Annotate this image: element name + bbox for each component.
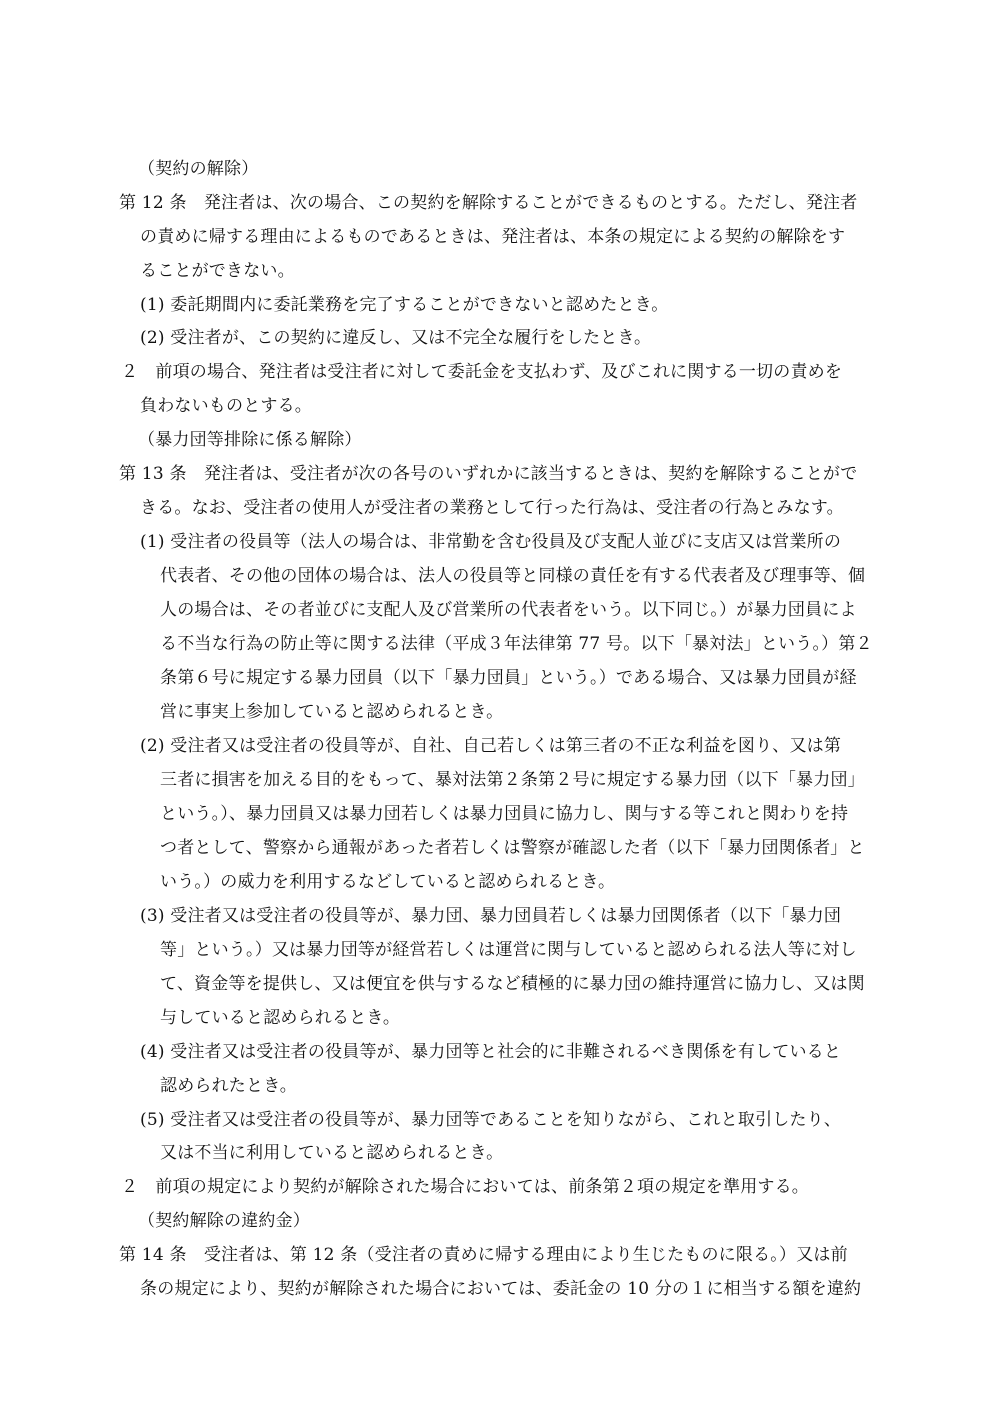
article-13-item-2: (2) 受注者又は受注者の役員等が、自社、自己若しくは第三者の不正な利益を図り、又は第: [140, 736, 842, 756]
article-12-paragraph-2: ２ 前項の場合、発注者は受注者に対して委託金を支払わず、及びこれに関する一切の責めを: [121, 362, 843, 382]
article-14-text: 条の規定により、契約が解除された場合においては、委託金の 10 分の１に相当する額を違約: [140, 1279, 862, 1299]
article-13-item-1: る不当な行為の防止等に関する法律（平成３年法律第 77 号。以下「暴対法」という。）第２: [160, 634, 873, 654]
article-13-item-3: 等」という。）又は暴力団等が経営若しくは運営に関与していると認められる法人等に対し: [160, 940, 857, 960]
article-13-item-4: (4) 受注者又は受注者の役員等が、暴力団等と社会的に非難されるべき関係を有していると: [140, 1042, 842, 1062]
article-13-item-2: 三者に損害を加える目的をもって、暴対法第２条第２号に規定する暴力団（以下「暴力団」: [160, 770, 865, 790]
article-13-item-2: つ者として、警察から通報があった者若しくは警察が確認した者（以下「暴力団関係者」と: [160, 838, 865, 858]
article-14-text: 第 14 条 受注者は、第 12 条（受注者の責めに帰する理由により生じたものに限る。）又は前: [119, 1245, 848, 1265]
article-12-item-1: (1) 委託期間内に委託業務を完了することができないと認めたとき。: [140, 295, 669, 315]
heading-contract-termination: （契約の解除）: [138, 159, 259, 179]
article-13-item-1: 代表者、その他の団体の場合は、法人の役員等と同様の責任を有する代表者及び理事等、個: [160, 566, 866, 586]
article-13-item-3: て、資金等を提供し、又は便宜を供与するなど積極的に暴力団の維持運営に協力し、又は関: [160, 974, 865, 994]
article-13-text: きる。なお、受注者の使用人が受注者の業務として行った行為は、受注者の行為とみなす。: [140, 498, 844, 518]
article-12-text: の責めに帰する理由によるものであるときは、発注者は、本条の規定による契約の解除をす: [140, 227, 846, 247]
article-12-text: ることができない。: [140, 261, 295, 281]
article-12-text: 第 12 条 発注者は、次の場合、この契約を解除することができるものとする。ただし、発注者: [119, 193, 858, 213]
article-13-item-1: 営に事実上参加していると認められるとき。: [160, 702, 504, 722]
article-13-text: 第 13 条 発注者は、受注者が次の各号のいずれかに該当するときは、契約を解除することがで: [119, 464, 858, 484]
article-12-item-2: (2) 受注者が、この契約に違反し、又は不完全な履行をしたとき。: [140, 328, 652, 348]
article-13-item-3: (3) 受注者又は受注者の役員等が、暴力団、暴力団員若しくは暴力団関係者（以下「暴力団: [140, 906, 842, 926]
article-13-item-3: 与していると認められるとき。: [160, 1008, 401, 1028]
article-13-item-1: (1) 受注者の役員等（法人の場合は、非常勤を含む役員及び支配人並びに支店又は営業所の: [140, 532, 842, 552]
article-13-item-2: という。）、暴力団員又は暴力団若しくは暴力団員に協力し、関与する等これと関わりを持: [160, 804, 849, 824]
article-13-item-4: 認められたとき。: [160, 1076, 297, 1096]
article-13-item-5: 又は不当に利用していると認められるとき。: [160, 1143, 504, 1163]
article-13-item-5: (5) 受注者又は受注者の役員等が、暴力団等であることを知りながら、これと取引したり、: [140, 1110, 842, 1130]
heading-antisocial-termination: （暴力団等排除に係る解除）: [138, 430, 362, 450]
heading-termination-penalty: （契約解除の違約金）: [138, 1211, 310, 1231]
article-12-paragraph-2: 負わないものとする。: [140, 396, 312, 416]
article-13-item-1: 条第６号に規定する暴力団員（以下「暴力団員」という。）である場合、又は暴力団員が経: [160, 668, 857, 688]
article-13-paragraph-2: ２ 前項の規定により契約が解除された場合においては、前条第２項の規定を準用する。: [121, 1177, 809, 1197]
article-13-item-1: 人の場合は、その者並びに支配人及び営業所の代表者をいう。以下同じ。）が暴力団員によ: [160, 600, 857, 620]
article-13-item-2: いう。）の威力を利用するなどしていると認められるとき。: [160, 872, 616, 892]
